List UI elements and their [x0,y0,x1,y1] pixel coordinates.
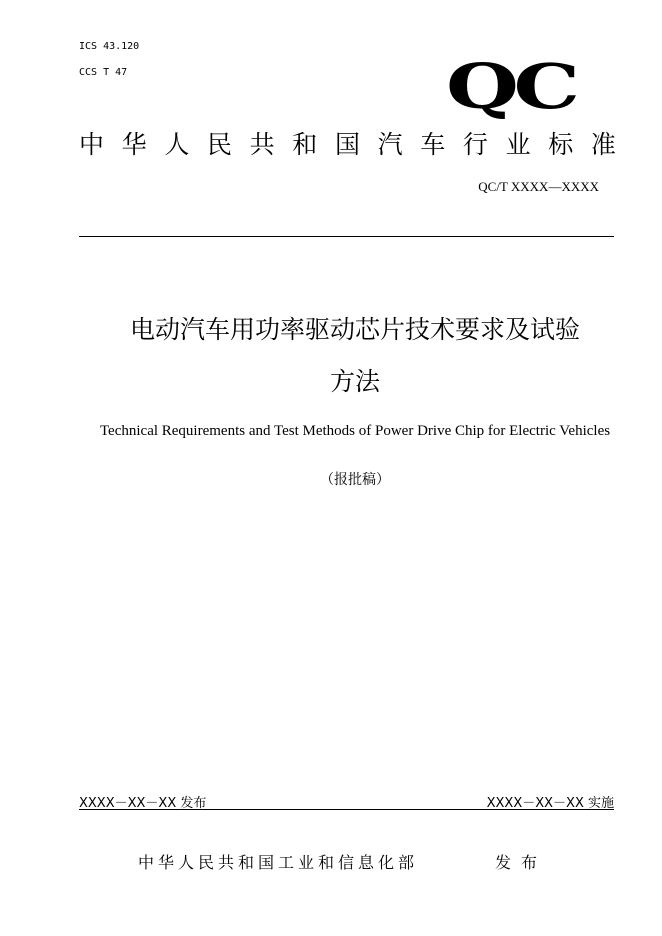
standard-name-char: 业 [505,130,531,159]
ics-code: ICS 43.120 [79,41,140,52]
ccs-code: CCS T 47 [79,67,128,78]
header-divider [79,236,614,237]
standard-name-char: 汽 [377,130,403,159]
document-title-cn [79,304,631,408]
document-title-en: Technical Requirements and Test Methods of Power Drive Chip for Electric Vehicles [99,423,611,439]
standard-name-char: 和 [292,130,318,159]
standard-name-char: 共 [249,130,275,159]
standard-name-char: 国 [334,130,360,159]
standard-number: QC/T XXXX—XXXX [478,179,599,194]
standard-name-char: 中 [79,130,105,159]
standard-name-char: 华 [121,130,147,159]
title-cn-line-1: 电动汽车用功率驱动芯片技术要求及试验 [129,315,580,344]
footer-divider [79,809,614,810]
issuing-authority: 中华人民共和国工业和信息化部 [138,853,419,872]
standard-name-char: 人 [164,130,190,159]
standard-name-char: 行 [462,130,488,159]
qc-logo: QC [446,50,575,123]
standard-name-char: 标 [548,130,574,159]
standard-name-char: 准 [590,130,616,159]
title-cn-line-2: 方法 [329,367,380,396]
release-date: XXXX－XX－XX 发布 [79,796,207,811]
standard-name-char: 车 [420,130,446,159]
standard-category-title [79,128,616,162]
standard-name-char: 民 [206,130,232,159]
issued-label: 发布 [495,853,548,872]
implementation-date: XXXX－XX－XX 实施 [486,796,614,811]
draft-status: （报批稿） [320,472,390,488]
